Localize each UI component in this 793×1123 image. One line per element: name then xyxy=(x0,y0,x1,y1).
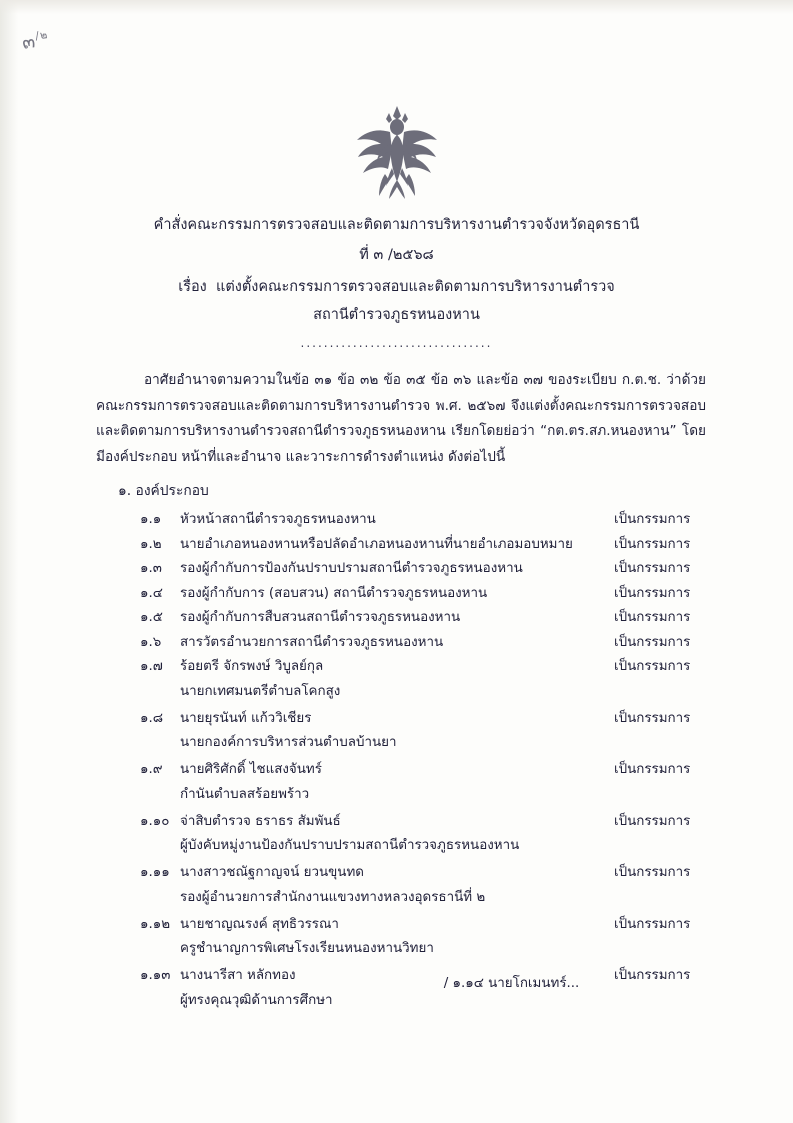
section-heading-composition: ๑. องค์ประกอบ xyxy=(118,483,209,499)
item-name: นายยุรนันท์ แก้ววิเชียร xyxy=(180,710,312,726)
list-item xyxy=(140,758,706,807)
item-role: เป็นกรรมการ xyxy=(614,561,691,576)
garuda-emblem-icon xyxy=(0,104,793,204)
item-role: เป็นกรรมการ xyxy=(614,916,691,932)
item-number: ๑.๑๑ xyxy=(140,865,170,880)
item-role: เป็นกรรมการ xyxy=(614,512,691,527)
item-name: รองผู้กำกับการป้องกันปราบปรามสถานีตำรวจภูธรหนองหาน xyxy=(180,561,523,576)
title-divider: ................................. xyxy=(300,336,493,350)
item-name: นางนารีสา หลักทอง xyxy=(180,968,296,983)
item-number: ๑.๒ xyxy=(140,536,162,552)
item-number: ๑.๑๒ xyxy=(140,916,171,932)
item-role: เป็นกรรมการ xyxy=(614,585,691,601)
handwritten-number-sup: /๒ xyxy=(34,27,50,43)
list-item xyxy=(140,707,706,756)
page-title: คำสั่งคณะกรรมการตรวจสอบและติดตามการบริหารงานตำรวจจังหวัดอุดรธานี xyxy=(153,217,640,233)
order-number: ที่ ๓ /๒๕๖๘ xyxy=(359,247,434,263)
item-role: เป็นกรรมการ xyxy=(614,813,691,829)
item-name: นายอำเภอหนองหานหรือปลัดอำเภอหนองหานที่นายอำเภอมอบหมาย xyxy=(180,536,573,552)
item-name: หัวหน้าสถานีตำรวจภูธรหนองหาน xyxy=(180,512,376,527)
list-item xyxy=(140,631,706,656)
list-item xyxy=(140,655,706,704)
item-subtitle: นายกองค์การบริหารส่วนตำบลบ้านยา xyxy=(180,735,397,750)
item-number: ๑.๑ xyxy=(140,512,162,527)
item-subtitle: ผู้ทรงคุณวุฒิด้านการศึกษา xyxy=(180,992,333,1008)
item-name: รองผู้กำกับการ (สอบสวน) สถานีตำรวจภูธรหนองหาน xyxy=(180,585,488,601)
scan-edge-shadow-top xyxy=(0,0,793,14)
item-role: เป็นกรรมการ xyxy=(614,762,691,777)
committee-roster xyxy=(140,508,706,1013)
item-number: ๑.๕ xyxy=(140,610,163,625)
list-item xyxy=(140,913,706,962)
item-role: เป็นกรรมการ xyxy=(614,536,691,552)
list-item xyxy=(140,508,706,533)
item-name: จ่าสิบตำรวจ ธราธร สัมพันธ์ xyxy=(180,813,341,829)
item-subtitle: ครูชำนาญการพิเศษโรงเรียนหนองหานวิทยา xyxy=(180,941,434,956)
item-role: เป็นกรรมการ xyxy=(614,710,691,726)
item-name: นายศิริศักดิ์ ไชแสงจันทร์ xyxy=(180,762,322,777)
item-number: ๑.๑๓ xyxy=(140,968,171,983)
list-item xyxy=(140,557,706,582)
list-item xyxy=(140,606,706,631)
item-role: เป็นกรรมการ xyxy=(614,968,691,983)
item-subtitle: รองผู้อำนวยการสำนักงานแขวงทางหลวงอุดรธานีที่ ๒ xyxy=(180,889,486,905)
document-title-block xyxy=(0,213,793,356)
item-name: นางสาวชณัฐกาญจน์ ยวนขุนทด xyxy=(180,865,364,880)
item-role: เป็นกรรมการ xyxy=(614,610,691,625)
subject-text: แต่งตั้งคณะกรรมการตรวจสอบและติดตามการบริหารงานตำรวจ xyxy=(215,279,615,295)
item-name: ร้อยตรี จักรพงษ์ วิบูลย์กุล xyxy=(180,659,324,674)
subject-label: เรื่อง xyxy=(178,279,207,295)
item-subtitle: ผู้บังคับหมู่งานป้องกันปราบปรามสถานีตำรวจภูธรหนองหาน xyxy=(180,838,520,853)
item-subtitle: นายกเทศมนตรีตำบลโคกสูง xyxy=(180,683,341,699)
item-subtitle: กำนันตำบลสร้อยพร้าว xyxy=(180,786,310,802)
item-number: ๑.๙ xyxy=(140,762,163,777)
list-item xyxy=(140,810,706,859)
item-number: ๑.๑๐ xyxy=(140,813,170,829)
continuation-text: / ๑.๑๔ นายโกเมนทร์... xyxy=(443,976,580,991)
subject-line xyxy=(0,275,793,300)
item-number: ๑.๘ xyxy=(140,710,164,726)
item-number: ๑.๓ xyxy=(140,561,162,576)
item-number: ๑.๔ xyxy=(140,585,163,601)
list-item xyxy=(140,861,706,910)
handwritten-annotation xyxy=(20,24,51,57)
list-item xyxy=(140,582,706,607)
paragraph-text: อาศัยอำนาจตามความในข้อ ๓๑ ข้อ ๓๒ ข้อ ๓๕ ข้อ ๓๖ และข้อ ๓๗ ของระเบียบ ก.ต.ช. ว่าด้วยคณะกรรมการตรวจสอบและติดตามการบริหารงานตำรวจ พ.ศ. ๒๕๖๗ จึงแต่งตั้งคณะกรรมการตรวจสอบและติดตามการบริหารงานตำรวจสถานีตำรวจภูธรหนองหาน เรียกโดยย่อว่า “กต.ตร.สภ.หนองหาน” โดยมีองค์ประกอบ หน้าที่และอำนาจ และวาระการดำรงตำแหน่ง ดังต่อไปนี้ xyxy=(96,372,706,465)
item-role: เป็นกรรมการ xyxy=(614,865,691,880)
item-name: นายชาญณรงค์ สุทธิวรรณา xyxy=(180,916,339,932)
item-number: ๑.๖ xyxy=(140,634,162,650)
subject-station: สถานีตำรวจภูธรหนองหาน xyxy=(313,307,480,323)
item-role: เป็นกรรมการ xyxy=(614,659,691,674)
handwritten-number: ๓ xyxy=(20,30,38,54)
page-continuation-note xyxy=(0,972,793,993)
item-number: ๑.๗ xyxy=(140,659,163,674)
item-name: รองผู้กำกับการสืบสวนสถานีตำรวจภูธรหนองหาน xyxy=(180,610,461,625)
body-paragraph xyxy=(96,368,706,470)
list-item xyxy=(140,533,706,558)
item-name: สารวัตรอำนวยการสถานีตำรวจภูธรหนองหาน xyxy=(180,634,444,650)
item-role: เป็นกรรมการ xyxy=(614,634,691,650)
